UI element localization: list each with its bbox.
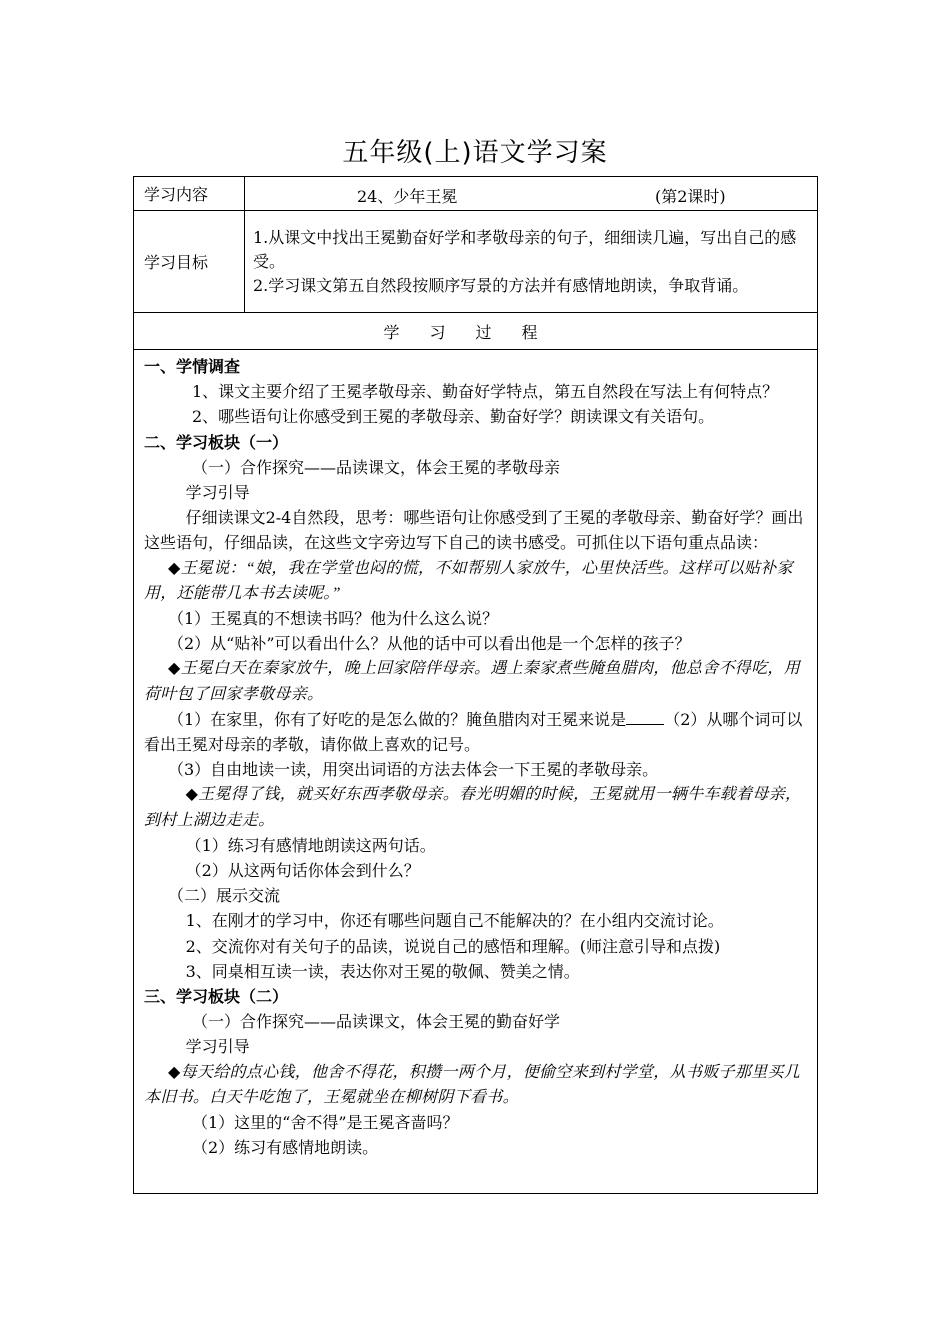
lesson-period: (第2课时) [655, 187, 726, 206]
question-text: （1）这里的“舍不得”是王冕吝啬吗？ [192, 1113, 459, 1133]
goal-label: 学习目标 [134, 211, 245, 313]
survey-question-2: 2、哪些语句让你感受到王冕的孝敬母亲、勤奋好学？朗读课文有关语句。 [192, 407, 715, 427]
content-label: 学习内容 [134, 177, 245, 211]
goal-item: 2.学习课文第五自然段按顺序写景的方法并有感情地朗读，争取背诵。 [253, 275, 749, 295]
section-heading: 三、学习板块（二） [144, 987, 289, 1007]
page-title: 五年级(上)语文学习案 [342, 138, 608, 168]
instruction-text: 仔细读课文2-4自然段，思考：哪些语句让你感受到了王冕的孝敬母亲、勤奋好学？画出这些语句，仔细品读，在这些文字旁边写下自己的读书感受。可抓住以下语句重点品读： [144, 508, 804, 553]
question-text: （2）练习有感情地朗读。 [192, 1138, 379, 1158]
subsection-title: （一）合作探究——品读课文，体会王冕的孝敬母亲 [192, 457, 561, 477]
survey-question-1: 1、课文主要介绍了王冕孝敬母亲、勤奋好学特点，第五自然段在写法上有何特点？ [192, 382, 779, 402]
question-text [144, 707, 809, 757]
quote-text: ◆每天给的点心钱，他舍不得花，积攒一两个月，便偷空来到村学堂，从书贩子那里买几本旧书。白天牛吃饱了，王冕就坐在柳树阴下看书。 [144, 1063, 801, 1106]
lesson-table [133, 176, 818, 1194]
answer-blank[interactable] [626, 710, 664, 725]
question-text: （3）自由地读一读，用突出词语的方法去体会一下王冕的孝敬母亲。 [168, 760, 659, 780]
subsection-title: （二）展示交流 [168, 886, 281, 906]
guide-label: 学习引导 [185, 1037, 250, 1057]
process-header: 学习过程 [134, 313, 818, 350]
goal-item: 1.从课文中找出王冕勤奋好学和孝敬母亲的句子，细细读几遍，写出自己的感受。 [253, 227, 797, 271]
goals-cell [245, 211, 818, 313]
section-heading: 一、学情调查 [144, 357, 241, 376]
process-body-row [134, 350, 818, 1194]
lesson-topic: 24、少年王冕 [357, 187, 458, 206]
quote-text: ◆王冕说：“娘，我在学堂也闷的慌，不如帮别人家放牛，心里快活些。这样可以贴补家用，还能带几本书去读呢。” [144, 559, 793, 602]
quote-text: ◆王冕得了钱，就买好东西孝敬母亲。春光明媚的时候，王冕就用一辆牛车载着母亲，到村上湖边走走。 [144, 786, 802, 829]
question-part: （1）在家里，你有了好吃的是怎么做的？腌鱼腊肉对王冕来说是 [168, 709, 627, 729]
goals-row [134, 211, 818, 313]
subsection-title: （一）合作探究——品读课文，体会王冕的勤奋好学 [192, 1012, 561, 1032]
question-text: （2）从这两句话你体会到什么？ [185, 861, 420, 881]
lesson-cell [245, 177, 818, 211]
question-text: （2）从“贴补”可以看出什么？从他的话中可以看出他是一个怎样的孩子？ [168, 634, 691, 654]
question-text: （1）王冕真的不想读书吗？他为什么这么说？ [168, 609, 499, 629]
process-body [134, 350, 818, 1194]
lesson-content-row [134, 177, 818, 211]
exchange-item: 1、在刚才的学习中，你还有哪些问题自己不能解决的？在小组内交流讨论。 [185, 911, 724, 931]
guide-label: 学习引导 [185, 483, 250, 503]
quote-text: ◆王冕白天在秦家放牛，晚上回家陪伴母亲。遇上秦家煮些腌鱼腊肉，他总舍不得吃，用荷叶包了回家孝敬母亲。 [144, 660, 801, 703]
exchange-item: 2、交流你对有关句子的品读，说说自己的感悟和理解。(师注意引导和点拨) [185, 936, 721, 956]
process-header-row [134, 313, 818, 350]
exchange-item: 3、同桌相互读一读，表达你对王冕的敬佩、赞美之情。 [185, 961, 580, 981]
question-part: （2）从哪个词可以看出王冕对母亲的孝敬，请你做上喜欢的记号。 [144, 709, 803, 755]
section-heading: 二、学习板块（一） [144, 432, 289, 452]
question-text: （1）练习有感情地朗读这两句话。 [185, 835, 436, 855]
